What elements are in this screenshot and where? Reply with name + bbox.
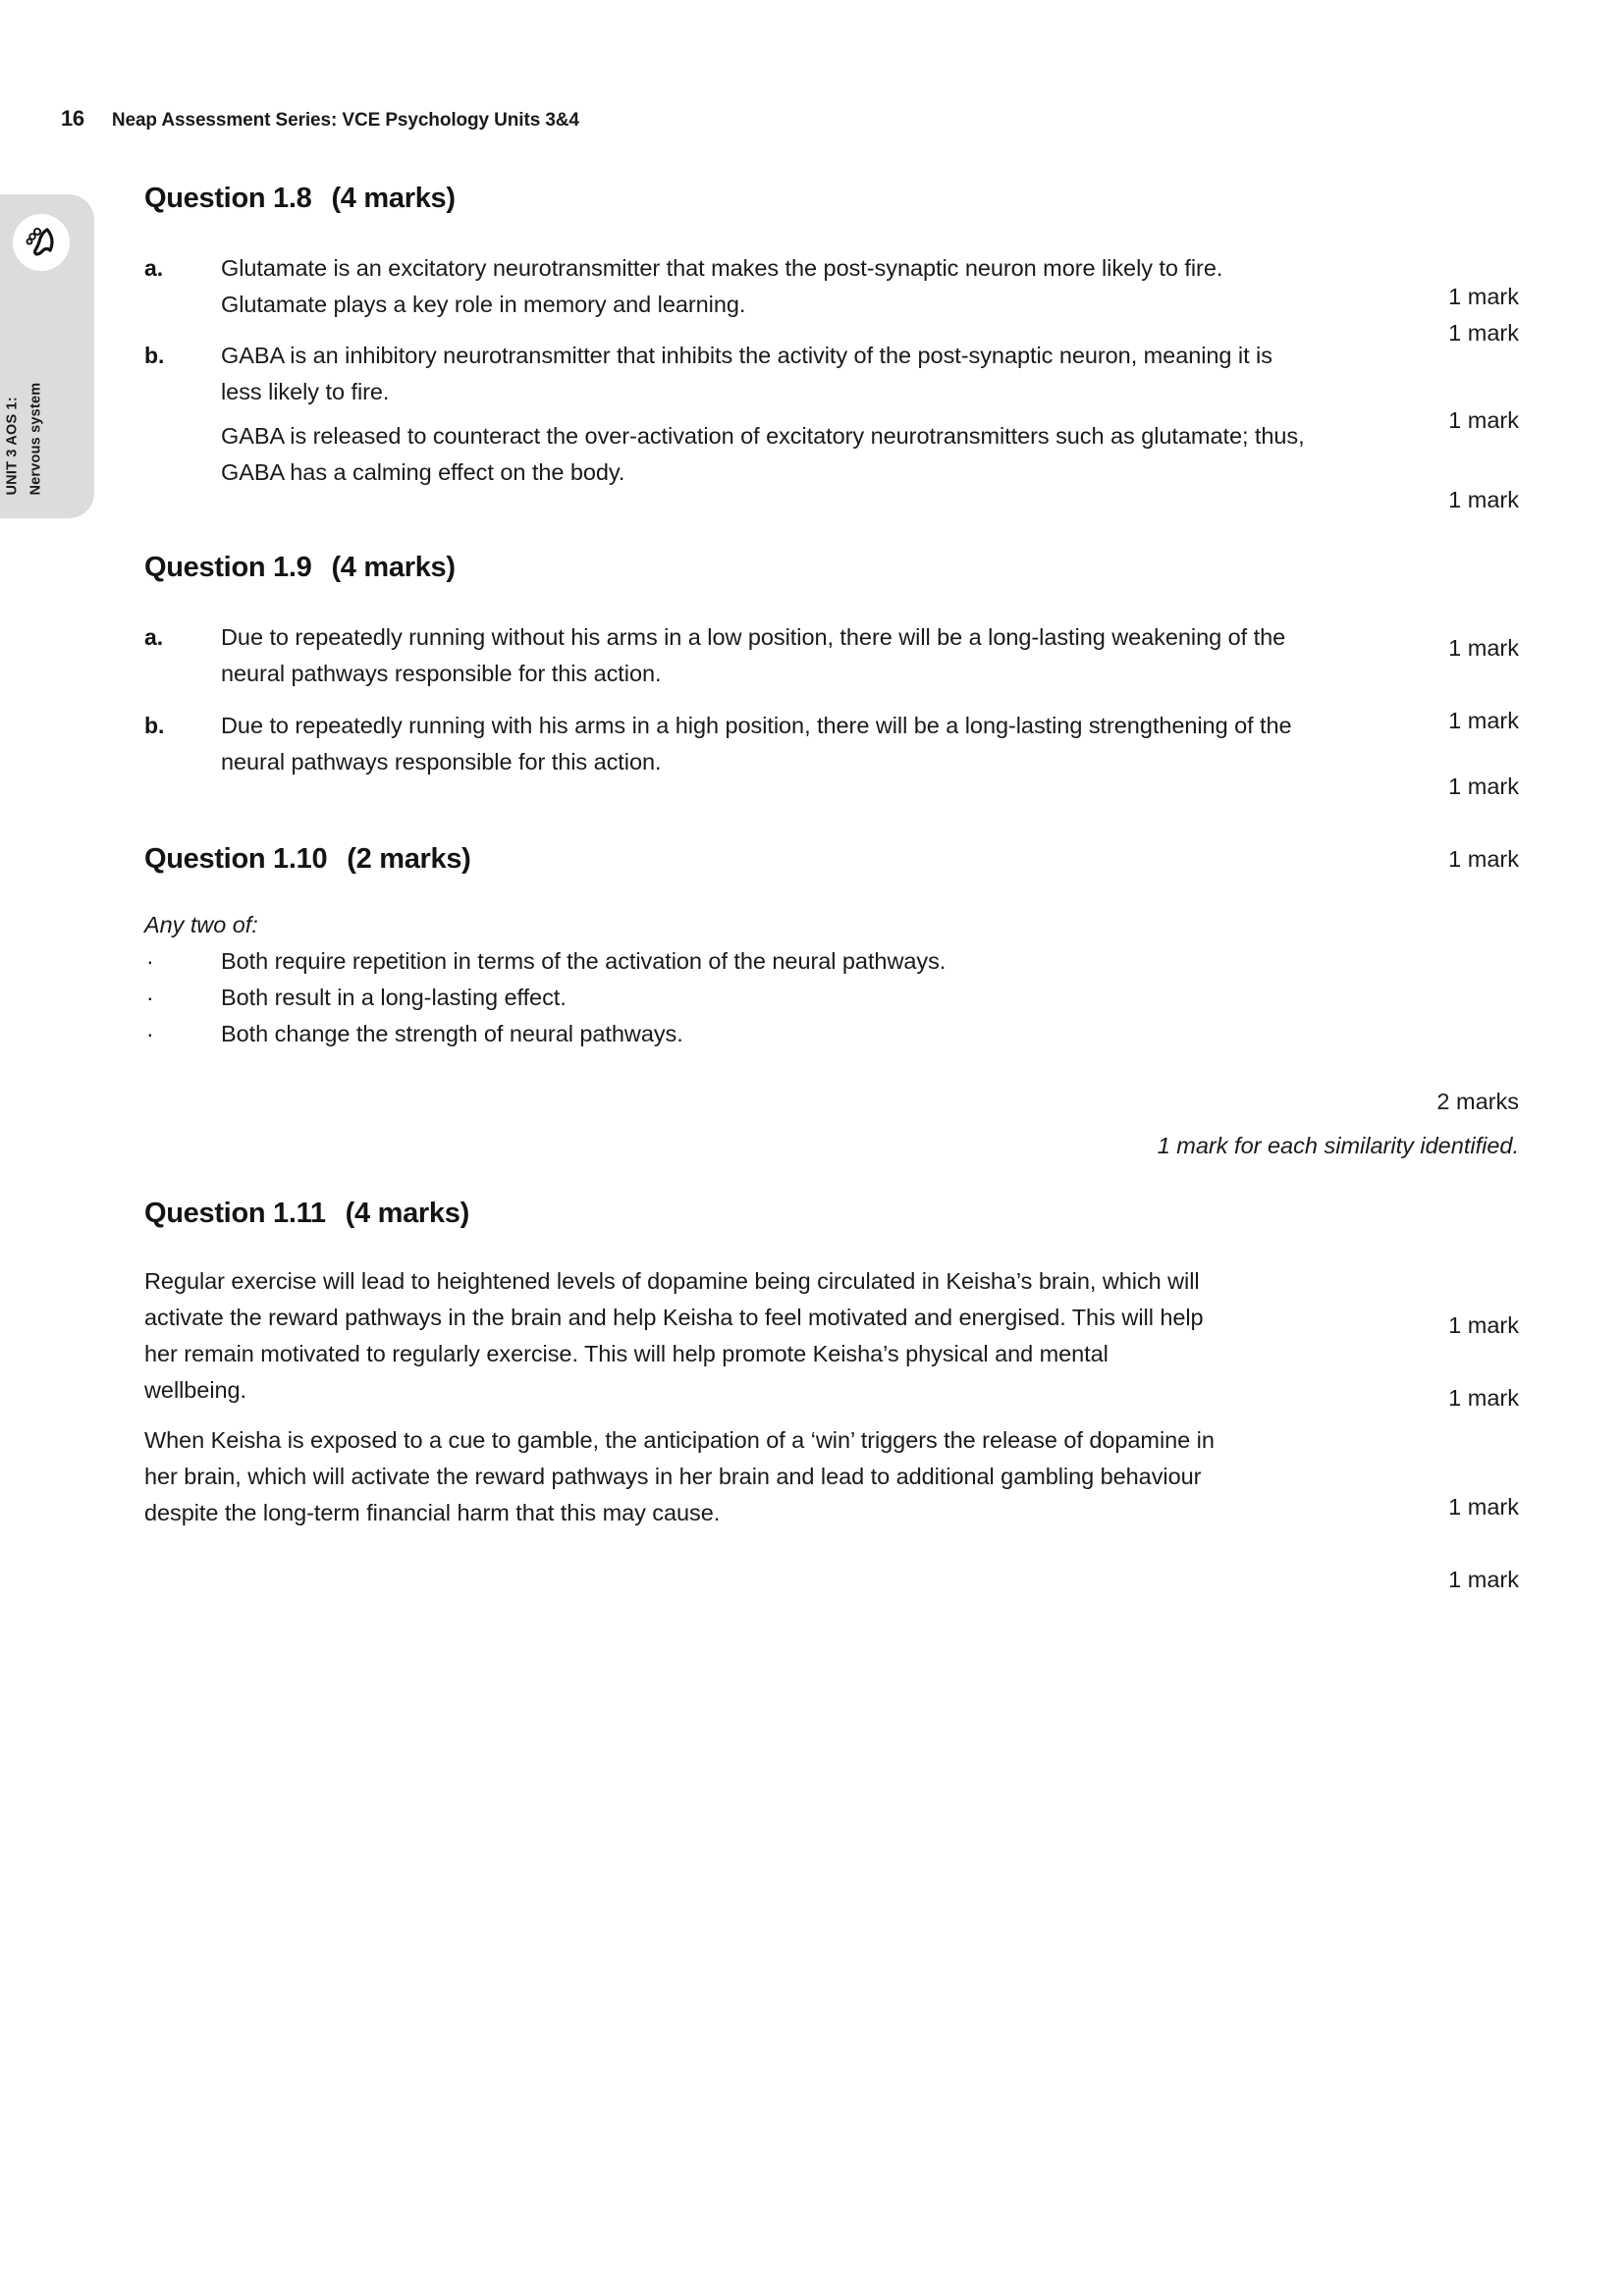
answer-text: When Keisha is exposed to a cue to gamble, the anticipation of a ‘win’ triggers the release of dopamine in her brain, which will activate the reward pathways in her brain and lead to additional gambling behaviour despite the long-term financial harm that this may cause. xyxy=(144,1427,1215,1525)
synapse-icon xyxy=(13,214,70,271)
unit-side-tab xyxy=(0,194,94,518)
answers-content xyxy=(144,183,1519,1592)
bullet-text: Both result in a long-lasting effect. xyxy=(221,985,567,1010)
bullet-glyph: · xyxy=(146,985,154,1010)
total-mark-label: 2 marks xyxy=(1436,1089,1519,1114)
bullet-item xyxy=(144,980,1519,1016)
question-number: Question 1.10 xyxy=(144,843,328,875)
bullet-glyph: · xyxy=(146,948,154,974)
side-tab-labels xyxy=(4,289,69,495)
mark-label: 1 mark xyxy=(1448,284,1519,309)
mark-label: 1 mark xyxy=(1448,487,1519,512)
part-label-a: a. xyxy=(144,624,164,650)
mark-label: 1 mark xyxy=(1448,320,1519,346)
side-tab-topic-label: Nervous system xyxy=(27,382,44,495)
question-marks-label: (4 marks) xyxy=(331,183,456,214)
side-tab-unit-label: UNIT 3 AOS 1: xyxy=(4,396,21,495)
answer-intro: Any two of: xyxy=(144,912,258,937)
bullet-item xyxy=(144,1016,1519,1052)
answer-text: Glutamate is an excitatory neurotransmitter that makes the post-synaptic neuron more likely to fire. xyxy=(221,255,1223,281)
question-heading-1-9 xyxy=(144,552,1519,584)
question-block-1-11 xyxy=(144,1198,1519,1592)
page-number: 16 xyxy=(61,106,84,131)
question-number: Question 1.8 xyxy=(144,183,312,214)
question-marks-label: (4 marks) xyxy=(331,552,456,583)
page-header xyxy=(61,106,579,132)
mark-label: 1 mark xyxy=(1448,1567,1519,1592)
question-heading-1-11 xyxy=(144,1198,1519,1230)
part-label-b: b. xyxy=(144,713,165,738)
question-heading-1-10 xyxy=(144,843,1519,876)
mark-label: 1 mark xyxy=(1448,846,1519,872)
question-heading-1-8 xyxy=(144,183,1519,215)
mark-label: 1 mark xyxy=(1448,407,1519,433)
bullet-text: Both change the strength of neural pathways. xyxy=(221,1021,683,1046)
document-title: Neap Assessment Series: VCE Psychology Units 3&4 xyxy=(111,110,579,131)
question-block-1-8 xyxy=(144,183,1519,512)
answer-row xyxy=(144,708,1519,780)
mark-label: 1 mark xyxy=(1448,1494,1519,1520)
answer-row xyxy=(144,287,1519,323)
answer-row xyxy=(144,338,1519,410)
question-marks-label: (2 marks) xyxy=(347,843,471,875)
mark-label: 1 mark xyxy=(1448,1385,1519,1411)
mark-label: 1 mark xyxy=(1448,1312,1519,1338)
answer-text: Due to repeatedly running with his arms in a high position, there will be a long-lasting strengthening of the neural pathways responsible for this action. xyxy=(221,713,1292,774)
part-label-a: a. xyxy=(144,255,164,281)
bullet-item xyxy=(144,943,1519,980)
answer-text: Glutamate plays a key role in memory and learning. xyxy=(221,292,746,317)
answer-row xyxy=(144,250,1519,287)
question-number: Question 1.9 xyxy=(144,552,312,583)
mark-note-label: 1 mark for each similarity identified. xyxy=(1157,1133,1519,1158)
answer-text: GABA is an inhibitory neurotransmitter that inhibits the activity of the post-synaptic neuron, meaning it is less likely to fire. xyxy=(221,343,1272,404)
answer-row xyxy=(144,418,1519,491)
question-block-1-10 xyxy=(144,843,1519,1158)
question-number: Question 1.11 xyxy=(144,1198,326,1229)
answer-text: Due to repeatedly running without his arms in a low position, there will be a long-lasting weakening of the neural pathways responsible for this action. xyxy=(221,624,1286,686)
mark-label: 1 mark xyxy=(1448,635,1519,661)
mark-label: 1 mark xyxy=(1448,774,1519,799)
answer-row xyxy=(144,619,1519,692)
answer-text: GABA is released to counteract the over-activation of excitatory neurotransmitters such as glutamate; thus, GABA has a calming effect on the body. xyxy=(221,423,1305,485)
mark-label: 1 mark xyxy=(1448,708,1519,733)
bullet-text: Both require repetition in terms of the activation of the neural pathways. xyxy=(221,948,947,974)
part-label-b: b. xyxy=(144,343,165,368)
answer-text: Regular exercise will lead to heightened levels of dopamine being circulated in Keisha’s brain, which will activate the reward pathways in the brain and help Keisha to feel motivated and energised. This will help her remain motivated to regularly exercise. This will help promote Keisha’s physical and mental wellbeing. xyxy=(144,1268,1204,1403)
question-marks-label: (4 marks) xyxy=(345,1198,469,1229)
bullet-glyph: · xyxy=(146,1021,154,1046)
